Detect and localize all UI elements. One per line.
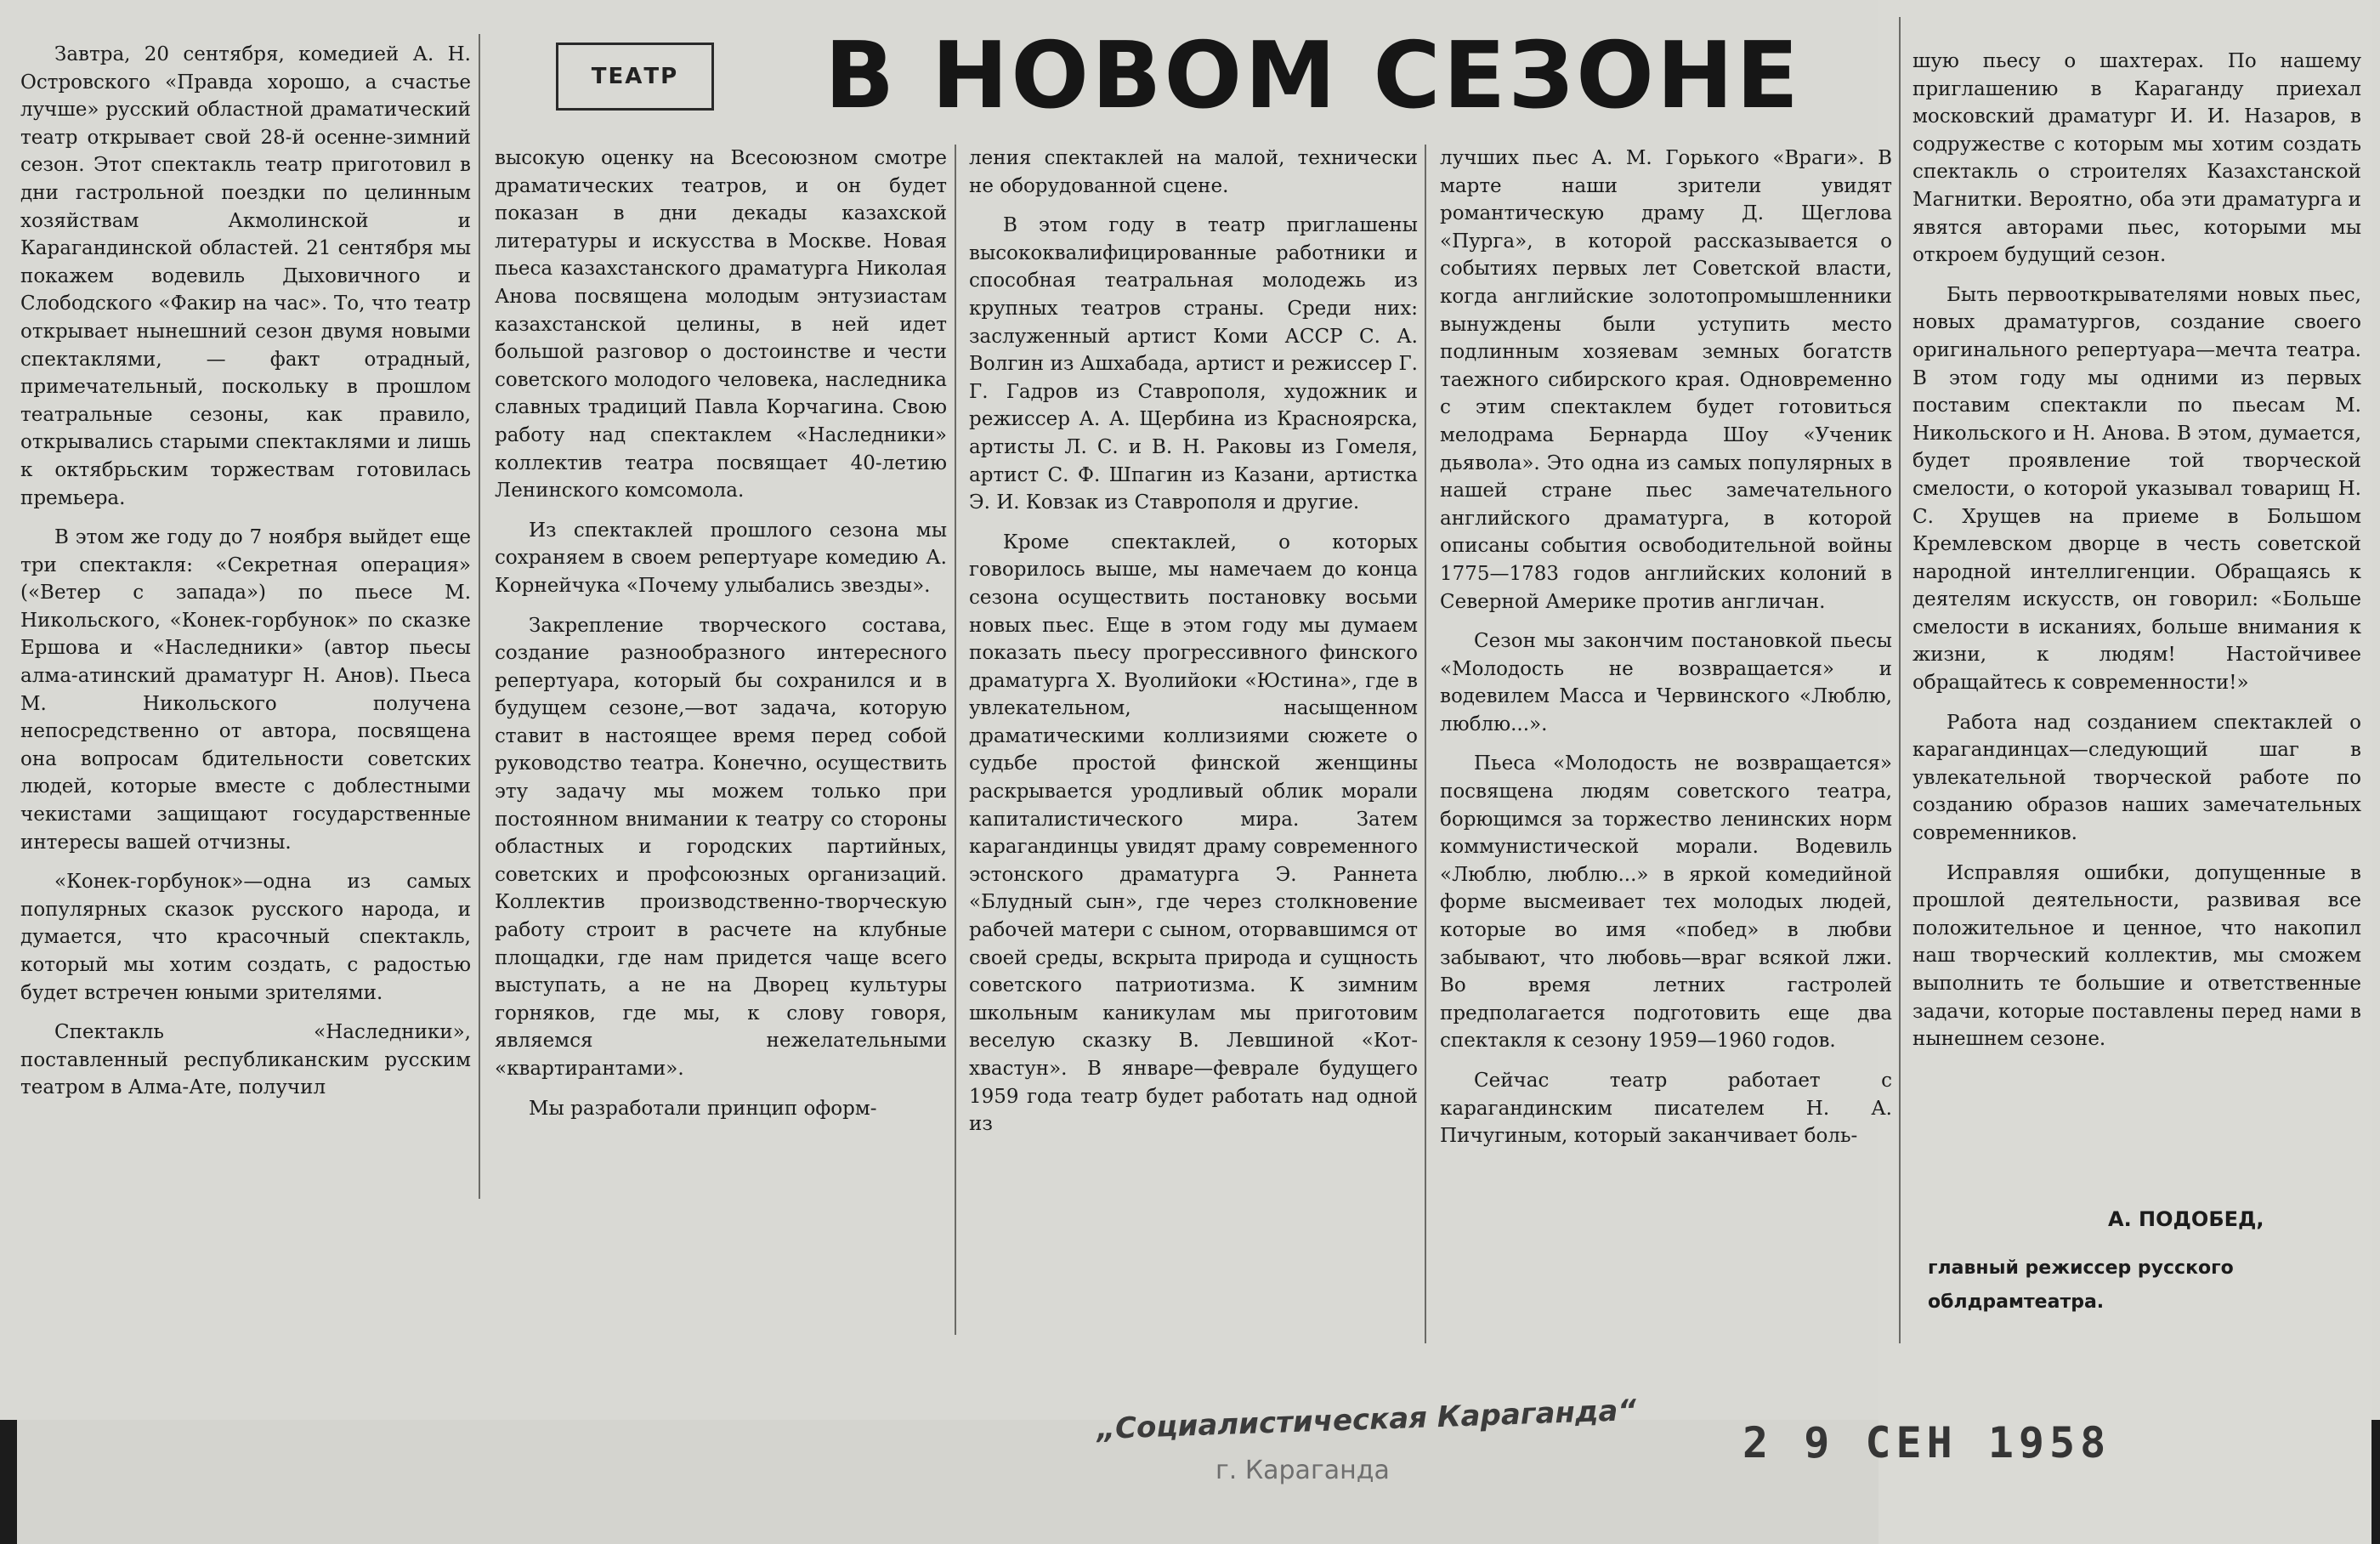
source-stamp-strip	[0, 1420, 1878, 1544]
background-edge	[0, 1420, 17, 1544]
article-column-3	[969, 145, 1418, 1150]
paragraph: Быть первооткрывателями новых пьес, новых драматургов, создание своего оригинального репертуара—мечта театра. В этом году мы одними из первых поставим спектакли по пьесам М. Никольского и Н. Анова. В этом, думается, будет проявление той творческой смелости, о которой указывал товарищ Н. С. Хрущев на приеме в Большом Кремлевском дворце в честь советской народной интеллигенции. Обращаясь к деятелям искусств, он говорил: «Больше смелости в исканиях, больше внимания к жизни, к людям! Настойчивее обращайтесь к современности!»	[1912, 283, 2361, 695]
paragraph: Мы разработали принцип оформ-	[529, 1097, 877, 1120]
paragraph: «Конек-горбунок»—одна из самых популярных сказок русского народа, и думается, что красочный спектакль, который мы хотим создать, с радостью будет встречен юными зрителями.	[20, 871, 471, 1004]
column-divider	[1425, 145, 1426, 1343]
article-column-5	[1912, 48, 2361, 1065]
article-column-2	[495, 145, 947, 1134]
paragraph: Кроме спектаклей, о которых говорилось выше, мы намечаем до конца сезона осуществить постановку восьми новых пьес. Еще в этом году мы думаем показать пьесу прогрессивного финского драматурга Х. Вуолийоки «Юстина», где в увлекательном, насыщенном драматическими коллизиями сюжете о судьбе простой финской женщины раскрывается уродливый облик морали капиталистического мира. Затем карагандинцы увидят драму современного эстонского драматурга Э. Раннета «Блудный сын», где через столкновение рабочей матери с сыном, оторвавшимся от своей среды, вскрыта природа и сущность советского патриотизма. К зимним школьным каникулам мы приготовим веселую сказку В. Левшиной «Кот-хвастун». В январе—феврале будущего 1959 года театр будет работать над одной из	[969, 531, 1418, 1136]
paragraph: В этом году в театр приглашены высококвалифицированные работники и способная театральная молодежь из крупных театров страны. Среди них: заслуженный артист Коми АССР С. А. Волгин из Ашхабада, артист и режиссер Г. Г. Гадров из Ставрополя, художник и режиссер А. А. Щербина из Красноярска, артисты Л. С. и В. Н. Раковы из Гомеля, артист С. Ф. Шпагин из Казани, артистка Э. И. Ковзак из Ставрополя и другие.	[969, 214, 1418, 514]
paragraph: Из спектаклей прошлого сезона мы сохраняем в своем репертуаре комедию А. Корнейчука «Почему улыбались звезды».	[495, 519, 947, 597]
paragraph: ления спектаклей на малой, технически не оборудованной сцене.	[969, 147, 1418, 197]
author-position: главный режиссер русского облдрамтеатра.	[1928, 1257, 2234, 1313]
paragraph: В этом же году до 7 ноября выйдет еще три спектакля: «Секретная операция» («Ветер с запада») по пьесе М. Никольского, «Конек-горбунок» по сказке Ершова и «Наследники» (автор пьесы алма-атинский драматург Н. Анов). Пьеса М. Никольского получена непосредственно от автора, посвящена она вопросам бдительности советских людей, которые вместе с доблестными чекистами защищают государственные интересы вашей отчизны.	[20, 526, 471, 854]
paragraph: Исправляя ошибки, допущенные в прошлой деятельности, развивая все положительное и ценное, что накопил наш творческий коллектив, мы сможем выполнить те большие и ответственные задачи, которые поставлены перед нами в нынешнем сезоне.	[1912, 861, 2361, 1051]
paragraph: высокую оценку на Всесоюзном смотре драматических театров, и он будет показан в дни декады казахской литературы и искусства в Москве. Новая пьеса казахстанского драматурга Николая Анова посвящена молодым энтузиастам казахстанской целины, в ней идет большой разговор о достоинстве и чести советского молодого человека, наследника славных традиций Павла Корчагина. Свою работу над спектаклем «Наследники» коллектив театра посвящает 40-летию Ленинского комсомола.	[495, 147, 947, 502]
paragraph: Сейчас театр работает с карагандинским писателем Н. А. Пичугиным, который заканчивает боль-	[1440, 1070, 1892, 1148]
article-headline: В НОВОМ СЕЗОНЕ	[824, 23, 1802, 129]
column-divider	[955, 145, 956, 1335]
paragraph: лучших пьес А. М. Горького «Враги». В марте наши зрители увидят романтическую драму Д. Щеглова «Пурга», в которой рассказывается о событиях первых лет Советской власти, когда английские золотопромышленники вынуждены были уступить место подлинным хозяевам земных богатств таежного сибирского края. Одновременно с этим спектаклем будет готовиться мелодрама Бернарда Шоу «Ученик дьявола». Это одна из самых популярных в нашей стране пьес замечательного английского драматурга, в которой описаны события освободительной войны 1775—1783 годов английских колоний в Северной Америке против англичан.	[1440, 147, 1892, 613]
article-column-4	[1440, 145, 1892, 1162]
column-divider	[479, 34, 480, 1199]
article-column-1	[20, 41, 471, 1114]
source-city-stamp: г. Караганда	[1216, 1456, 1390, 1485]
section-tag: ТЕАТР	[556, 43, 714, 111]
column-divider	[1899, 17, 1901, 1343]
date-stamp: 2 9 СЕН 1958	[1742, 1418, 2111, 1467]
paragraph: Закрепление творческого состава, создание разнообразного интересного репертуара, который бы сохранился и в будущем сезоне,—вот задача, которую ставит в настоящее время перед собой руководство театра. Конечно, осуществить эту задачу мы можем только при постоянном внимании к театру со стороны областных и городских партийных, советских и профсоюзных организаций. Коллектив производственно-творческую работу строит в расчете на клубные площадки, где нам придется чаще всего выступать, а не на Дворец культуры горняков, где мы, к слову говоря, являемся нежелательными «квартирантами».	[495, 614, 947, 1080]
paragraph: шую пьесу о шахтерах. По нашему приглашению в Караганду приехал московский драматург И. И. Назаров, в содружестве с которым мы хотим создать спектакль о строителях Казахстанской Магнитки. Вероятно, оба эти драматурга и явятся авторами пьес, которыми мы откроем будущий сезон.	[1912, 50, 2361, 267]
paragraph: Завтра, 20 сентября, комедией А. Н. Островского «Правда хорошо, а счастье лучше» русский областной драматический театр открывает свой 28-й осенне-зимний сезон. Этот спектакль театр приготовил в дни гастрольной поездки по целинным хозяйствам Акмолинской и Карагандинской областей. 21 сентября мы покажем водевиль Дыховичного и Слободского «Факир на час». То, что театр открывает нынешний сезон двумя новыми спектаклями, — факт отрадный, примечательный, поскольку в прошлом театральные сезоны, как правило, открывались старыми спектаклями и лишь к октябрьским торжествам готовилась премьера.	[20, 43, 471, 509]
paragraph: Работа над созданием спектаклей о карагандинцах—следующий шаг в увлекательной творческой работе по созданию образов наших замечательных современников.	[1912, 711, 2361, 845]
author-signature: А. ПОДОБЕД,	[2108, 1207, 2264, 1231]
paragraph: Сезон мы закончим постановкой пьесы «Молодость не возвращается» и водевилем Масса и Червинского «Люблю, люблю...».	[1440, 630, 1892, 735]
paragraph: Пьеса «Молодость не возвращается» посвящена людям советского театра, борющимся за торжество ленинских норм коммунистической морали. Водевиль «Люблю, люблю...» в яркой комедийной форме высмеивает тех молодых людей, которые во имя «побед» в любви забывают, что любовь—враг всякой лжи. Во время летних гастролей предполагается подготовить еще два спектакля к сезону 1959—1960 годов.	[1440, 752, 1892, 1053]
paragraph: Спектакль «Наследники», поставленный республиканским русским театром в Алма-Ате, получил	[20, 1021, 471, 1099]
newspaper-source-stamp: „Социалистическая Караганда“	[1096, 1393, 1637, 1447]
